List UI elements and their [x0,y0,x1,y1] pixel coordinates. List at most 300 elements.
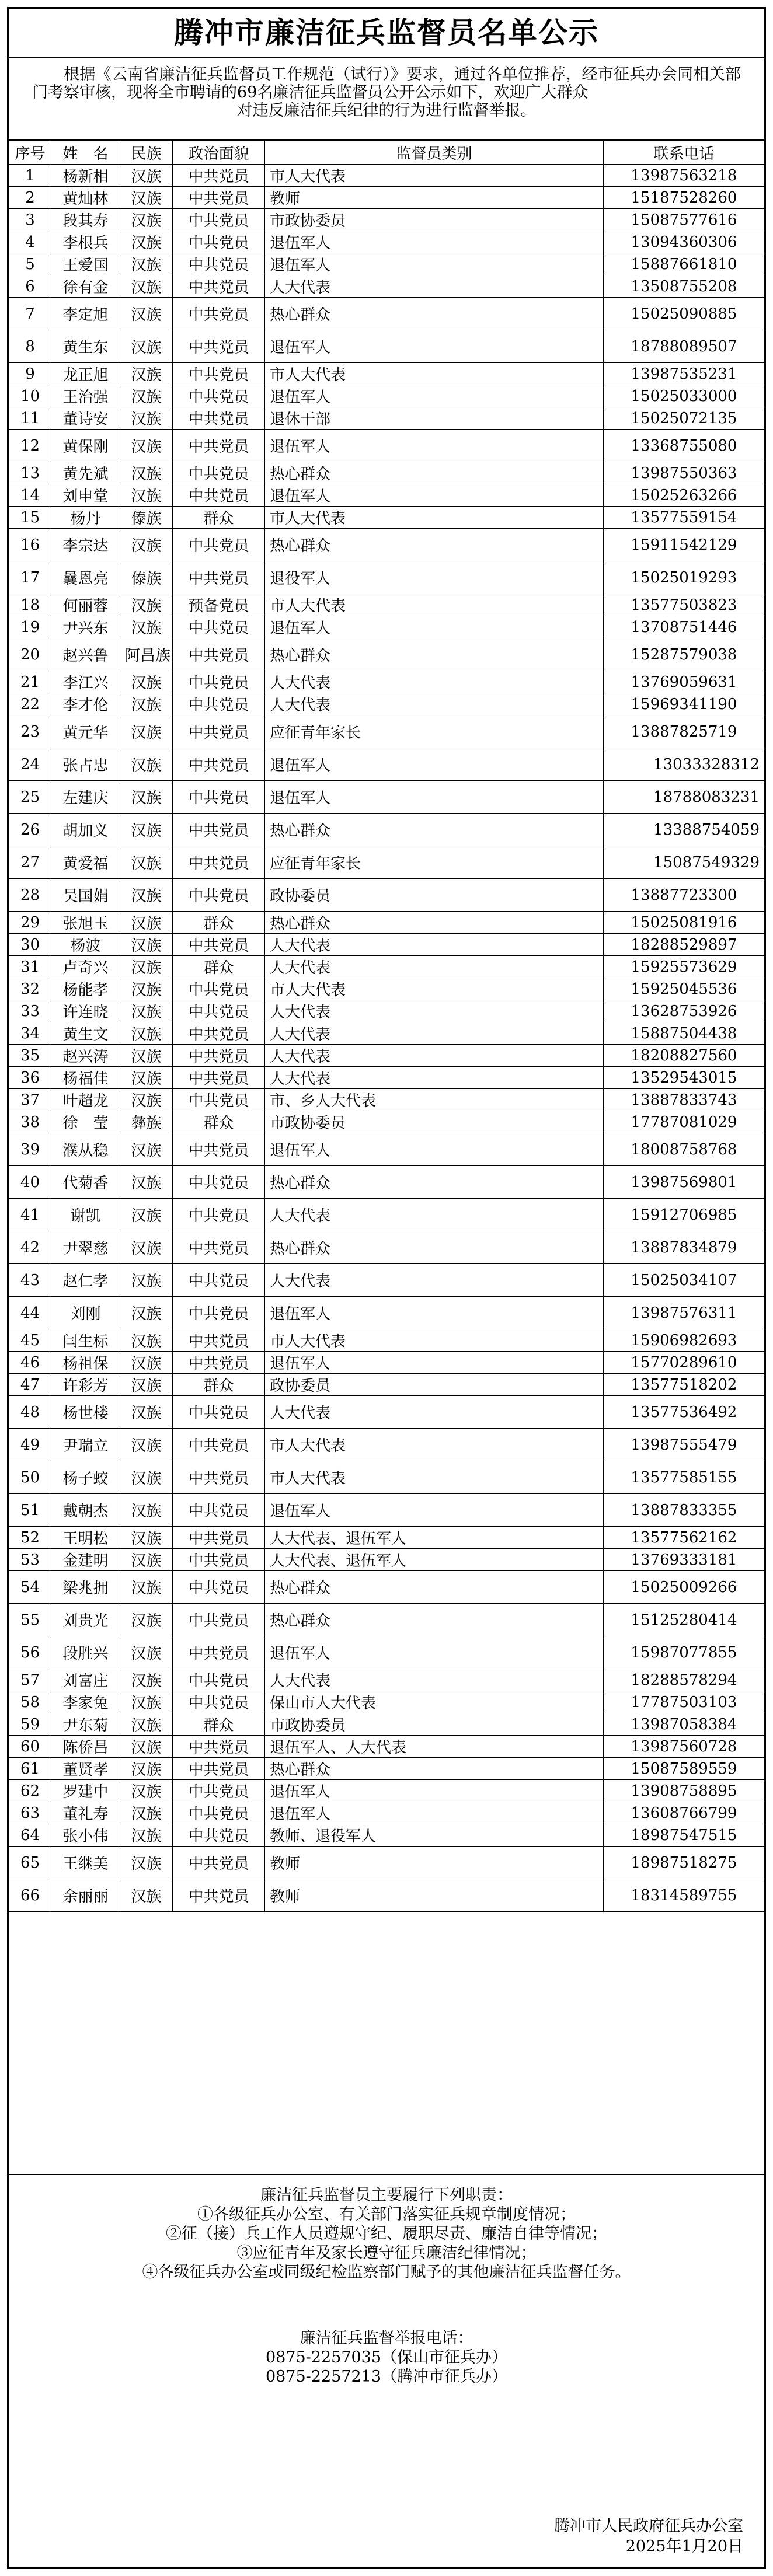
cell-political-status: 中共党员 [173,671,265,693]
cell-name: 刘刚 [51,1297,120,1329]
cell-phone: 15911542129 [604,529,765,561]
cell-category: 市人大代表 [265,978,604,1000]
cell-name: 杨祖保 [51,1352,120,1374]
cell-phone: 13887834879 [604,1231,765,1264]
header-index: 序号 [9,141,51,165]
cell-category: 热心群众 [265,1758,604,1780]
cell-category: 热心群众 [265,462,604,484]
cell-name: 许彩芳 [51,1374,120,1396]
cell-index: 3 [9,209,51,231]
cell-political-status: 中共党员 [173,1780,265,1802]
cell-ethnicity: 汉族 [120,1802,173,1824]
cell-ethnicity: 汉族 [120,616,173,638]
cell-phone: 13769333181 [604,1549,765,1571]
cell-ethnicity: 汉族 [120,1297,173,1329]
cell-political-status: 中共党员 [173,1396,265,1429]
cell-name: 卢奇兴 [51,956,120,978]
cell-index: 10 [9,385,51,407]
cell-name: 濮从稳 [51,1133,120,1166]
table-row [9,165,765,187]
cell-name: 许连晓 [51,1000,120,1022]
cell-category: 热心群众 [265,1166,604,1199]
cell-political-status: 群众 [173,1374,265,1396]
cell-name: 王治强 [51,385,120,407]
cell-name: 杨波 [51,934,120,956]
cell-index: 51 [9,1494,51,1527]
cell-category: 市人大代表 [265,507,604,529]
cell-political-status: 中共党员 [173,1022,265,1045]
table-row [9,1264,765,1297]
cell-category: 应征青年家长 [265,846,604,879]
header-ethnicity: 民族 [120,141,173,165]
cell-category: 人大代表 [265,693,604,715]
cell-political-status: 中共党员 [173,748,265,781]
cell-political-status: 群众 [173,956,265,978]
cell-phone: 15887504438 [604,1022,765,1045]
cell-name: 赵兴涛 [51,1045,120,1067]
cell-category: 热心群众 [265,814,604,846]
cell-index: 61 [9,1758,51,1780]
cell-index: 6 [9,275,51,298]
cell-ethnicity: 汉族 [120,1133,173,1166]
table-row [9,814,765,846]
cell-category: 退伍军人 [265,1352,604,1374]
cell-political-status: 中共党员 [173,1067,265,1089]
cell-phone: 15987077855 [604,1636,765,1669]
cell-phone: 15087549329 [604,846,765,879]
cell-political-status: 中共党员 [173,1691,265,1713]
table-row [9,1736,765,1758]
cell-name: 叶超龙 [51,1089,120,1111]
cell-index: 9 [9,363,51,385]
cell-name: 尹瑞立 [51,1429,120,1461]
cell-name: 李根兵 [51,231,120,253]
cell-political-status: 中共党员 [173,1429,265,1461]
cell-index: 23 [9,715,51,748]
cell-name: 曩恩亮 [51,561,120,594]
cell-phone: 13987058384 [604,1713,765,1736]
table-row [9,671,765,693]
cell-index: 19 [9,616,51,638]
cell-ethnicity: 汉族 [120,715,173,748]
cell-political-status: 中共党员 [173,1461,265,1494]
cell-category: 保山市人大代表 [265,1691,604,1713]
cell-index: 66 [9,1879,51,1912]
cell-ethnicity: 傣族 [120,561,173,594]
cell-ethnicity: 汉族 [120,693,173,715]
cell-name: 黄生东 [51,330,120,363]
cell-ethnicity: 汉族 [120,529,173,561]
cell-index: 59 [9,1713,51,1736]
cell-political-status: 中共党员 [173,529,265,561]
table-row [9,298,765,330]
cell-phone: 15087589559 [604,1758,765,1780]
cell-category: 人大代表 [265,1000,604,1022]
cell-name: 代菊香 [51,1166,120,1199]
cell-phone: 13577536492 [604,1396,765,1429]
cell-ethnicity: 汉族 [120,430,173,462]
cell-ethnicity: 汉族 [120,407,173,430]
cell-index: 45 [9,1329,51,1352]
cell-phone: 15025009266 [604,1571,765,1604]
cell-ethnicity: 汉族 [120,1847,173,1879]
cell-category: 退伍军人 [265,330,604,363]
cell-index: 62 [9,1780,51,1802]
cell-political-status: 中共党员 [173,1571,265,1604]
cell-category: 市人大代表 [265,165,604,187]
cell-index: 58 [9,1691,51,1713]
cell-ethnicity: 汉族 [120,1604,173,1636]
table-row [9,407,765,430]
cell-political-status: 中共党员 [173,209,265,231]
cell-ethnicity: 汉族 [120,1879,173,1912]
cell-name: 金建明 [51,1549,120,1571]
cell-phone: 13508755208 [604,275,765,298]
cell-index: 4 [9,231,51,253]
cell-index: 54 [9,1571,51,1604]
cell-political-status: 中共党员 [173,430,265,462]
cell-political-status: 中共党员 [173,638,265,671]
cell-index: 24 [9,748,51,781]
cell-phone: 15025033000 [604,385,765,407]
cell-category: 市人大代表 [265,594,604,616]
cell-ethnicity: 汉族 [120,594,173,616]
cell-phone: 13608766799 [604,1802,765,1824]
cell-political-status: 中共党员 [173,1000,265,1022]
cell-political-status: 中共党员 [173,1824,265,1847]
cell-name: 尹兴东 [51,616,120,638]
cell-name: 刘贵光 [51,1604,120,1636]
cell-phone: 15770289610 [604,1352,765,1374]
table-row [9,462,765,484]
cell-index: 16 [9,529,51,561]
cell-ethnicity: 汉族 [120,1089,173,1111]
cell-ethnicity: 汉族 [120,1429,173,1461]
cell-name: 王继美 [51,1847,120,1879]
cell-name: 杨福佳 [51,1067,120,1089]
cell-index: 18 [9,594,51,616]
cell-index: 42 [9,1231,51,1264]
cell-phone: 13908758895 [604,1780,765,1802]
cell-ethnicity: 汉族 [120,253,173,275]
cell-ethnicity: 汉族 [120,385,173,407]
cell-index: 7 [9,298,51,330]
table-row [9,1067,765,1089]
cell-ethnicity: 汉族 [120,187,173,209]
cell-ethnicity: 傣族 [120,507,173,529]
cell-ethnicity: 汉族 [120,165,173,187]
cell-phone: 15087577616 [604,209,765,231]
cell-political-status: 中共党员 [173,846,265,879]
cell-category: 市人大代表 [265,1329,604,1352]
cell-index: 27 [9,846,51,879]
cell-name: 董诗安 [51,407,120,430]
cell-phone: 15025081916 [604,912,765,934]
cell-ethnicity: 汉族 [120,846,173,879]
cell-category: 教师 [265,1879,604,1912]
cell-category: 人大代表、退伍军人 [265,1527,604,1549]
cell-phone: 13987576311 [604,1297,765,1329]
cell-category: 退伍军人 [265,616,604,638]
cell-category: 市政协委员 [265,1111,604,1133]
cell-name: 李江兴 [51,671,120,693]
cell-name: 杨能孝 [51,978,120,1000]
table-row [9,1374,765,1396]
table-row [9,1199,765,1231]
table-row [9,715,765,748]
cell-category: 热心群众 [265,912,604,934]
cell-index: 11 [9,407,51,430]
table-row [9,330,765,363]
table-row [9,1691,765,1713]
cell-name: 陈侨昌 [51,1736,120,1758]
duty-item: ④各级征兵办公室或同级纪检监察部门赋予的其他廉洁征兵监督任务。 [142,2263,631,2281]
cell-category: 人大代表、退伍军人 [265,1549,604,1571]
cell-name: 赵兴鲁 [51,638,120,671]
cell-index: 32 [9,978,51,1000]
cell-ethnicity: 汉族 [120,1231,173,1264]
table-row [9,956,765,978]
cell-phone: 13987550363 [604,462,765,484]
cell-index: 44 [9,1297,51,1329]
table-row [9,1297,765,1329]
table-row [9,385,765,407]
table-row [9,1396,765,1429]
cell-phone: 13887825719 [604,715,765,748]
cell-index: 30 [9,934,51,956]
cell-ethnicity: 汉族 [120,1824,173,1847]
cell-ethnicity: 汉族 [120,978,173,1000]
cell-index: 36 [9,1067,51,1089]
cell-political-status: 中共党员 [173,814,265,846]
cell-index: 12 [9,430,51,462]
table-row [9,879,765,912]
table-row [9,1133,765,1166]
duty-item: ②征（接）兵工作人员遵规守纪、履职尽责、廉洁自律等情况； [166,2225,607,2243]
cell-index: 33 [9,1000,51,1022]
table-row [9,1549,765,1571]
cell-ethnicity: 汉族 [120,1374,173,1396]
cell-category: 退伍军人 [265,1133,604,1166]
cell-political-status: 中共党员 [173,253,265,275]
cell-political-status: 中共党员 [173,330,265,363]
cell-ethnicity: 汉族 [120,209,173,231]
cell-ethnicity: 汉族 [120,1713,173,1736]
cell-ethnicity: 汉族 [120,912,173,934]
table-row [9,846,765,879]
cell-political-status: 中共党员 [173,1045,265,1067]
cell-category: 教师 [265,1847,604,1879]
cell-ethnicity: 汉族 [120,814,173,846]
cell-ethnicity: 汉族 [120,1022,173,1045]
cell-ethnicity: 汉族 [120,956,173,978]
cell-index: 21 [9,671,51,693]
cell-index: 40 [9,1166,51,1199]
cell-index: 64 [9,1824,51,1847]
cell-phone: 15025072135 [604,407,765,430]
cell-index: 5 [9,253,51,275]
cell-index: 14 [9,484,51,507]
cell-name: 谢凯 [51,1199,120,1231]
cell-political-status: 中共党员 [173,1604,265,1636]
report-phone: 0875-2257035（保山市征兵办） [265,2348,508,2366]
cell-political-status: 中共党员 [173,1802,265,1824]
cell-ethnicity: 汉族 [120,275,173,298]
cell-name: 吴国娟 [51,879,120,912]
cell-name: 黄灿林 [51,187,120,209]
table-row [9,231,765,253]
cell-political-status: 中共党员 [173,1199,265,1231]
page-title: 腾冲市廉洁征兵监督员名单公示 [9,9,764,58]
cell-ethnicity: 彝族 [120,1111,173,1133]
cell-phone: 13987563218 [604,165,765,187]
cell-ethnicity: 汉族 [120,1691,173,1713]
table-row [9,1604,765,1636]
cell-political-status: 中共党员 [173,462,265,484]
cell-phone: 13887723300 [604,879,765,912]
cell-name: 黄保刚 [51,430,120,462]
cell-category: 退伍军人、人大代表 [265,1736,604,1758]
cell-name: 何丽蓉 [51,594,120,616]
cell-name: 刘富庄 [51,1669,120,1691]
cell-name: 黄爱福 [51,846,120,879]
cell-category: 退伍军人 [265,1802,604,1824]
cell-category: 人大代表 [265,1067,604,1089]
cell-phone: 13577562162 [604,1527,765,1549]
duties-block [9,2186,764,2282]
table-row [9,1713,765,1736]
table-row [9,1802,765,1824]
cell-phone: 18288529897 [604,934,765,956]
cell-name: 胡加义 [51,814,120,846]
cell-ethnicity: 汉族 [120,330,173,363]
cell-political-status: 中共党员 [173,1636,265,1669]
table-row [9,1669,765,1691]
cell-political-status: 预备党员 [173,594,265,616]
cell-political-status: 中共党员 [173,879,265,912]
cell-ethnicity: 汉族 [120,671,173,693]
cell-category: 人大代表 [265,1199,604,1231]
cell-political-status: 中共党员 [173,187,265,209]
cell-ethnicity: 汉族 [120,1461,173,1494]
cell-ethnicity: 汉族 [120,748,173,781]
cell-name: 罗建中 [51,1780,120,1802]
cell-phone: 13529543015 [604,1067,765,1089]
cell-index: 34 [9,1022,51,1045]
cell-name: 张旭玉 [51,912,120,934]
cell-name: 戴朝杰 [51,1494,120,1527]
table-row [9,253,765,275]
cell-index: 25 [9,781,51,814]
cell-political-status: 中共党员 [173,1758,265,1780]
cell-ethnicity: 汉族 [120,1166,173,1199]
cell-category: 人大代表 [265,1045,604,1067]
cell-index: 2 [9,187,51,209]
cell-category: 市人大代表 [265,1429,604,1461]
cell-category: 热心群众 [265,298,604,330]
table-row [9,748,765,781]
cell-phone: 13577518202 [604,1374,765,1396]
cell-ethnicity: 汉族 [120,1329,173,1352]
table-row [9,1329,765,1352]
cell-phone: 18987518275 [604,1847,765,1879]
cell-political-status: 中共党员 [173,978,265,1000]
header-category: 监督员类别 [265,141,604,165]
cell-category: 退伍军人 [265,253,604,275]
cell-political-status: 中共党员 [173,715,265,748]
cell-phone: 13887833743 [604,1089,765,1111]
cell-name: 段其寿 [51,209,120,231]
cell-phone: 13388754059 [604,814,765,846]
cell-name: 徐 莹 [51,1111,120,1133]
table-row [9,529,765,561]
cell-ethnicity: 汉族 [120,879,173,912]
cell-category: 退伍军人 [265,231,604,253]
header-phone: 联系电话 [604,141,765,165]
cell-ethnicity: 汉族 [120,1396,173,1429]
cell-political-status: 群众 [173,912,265,934]
cell-name: 余丽丽 [51,1879,120,1912]
cell-political-status: 中共党员 [173,781,265,814]
cell-ethnicity: 汉族 [120,298,173,330]
cell-name: 张占忠 [51,748,120,781]
table-row [9,978,765,1000]
cell-phone: 13769059631 [604,671,765,693]
cell-ethnicity: 汉族 [120,1669,173,1691]
cell-index: 50 [9,1461,51,1494]
cell-name: 黄先斌 [51,462,120,484]
cell-category: 人大代表 [265,934,604,956]
cell-index: 39 [9,1133,51,1166]
table-row [9,561,765,594]
cell-name: 杨丹 [51,507,120,529]
cell-index: 52 [9,1527,51,1549]
cell-phone: 15287579038 [604,638,765,671]
table-row [9,1089,765,1111]
cell-index: 56 [9,1636,51,1669]
cell-name: 黄生文 [51,1022,120,1045]
cell-ethnicity: 汉族 [120,1780,173,1802]
table-row [9,693,765,715]
cell-ethnicity: 汉族 [120,1736,173,1758]
cell-phone: 18208827560 [604,1045,765,1067]
cell-ethnicity: 汉族 [120,1549,173,1571]
cell-phone: 13987555479 [604,1429,765,1461]
cell-phone: 18788089507 [604,330,765,363]
table-row [9,430,765,462]
table-row [9,934,765,956]
duty-item: ①各级征兵办公室、有关部门落实征兵规章制度情况； [197,2205,576,2224]
cell-political-status: 中共党员 [173,484,265,507]
cell-category: 退伍军人 [265,430,604,462]
cell-ethnicity: 汉族 [120,781,173,814]
cell-ethnicity: 汉族 [120,1199,173,1231]
report-phone: 0875-2257213（腾冲市征兵办） [265,2368,508,2386]
cell-category: 市政协委员 [265,209,604,231]
cell-index: 29 [9,912,51,934]
cell-category: 退伍军人 [265,1780,604,1802]
cell-phone: 15025034107 [604,1264,765,1297]
cell-phone: 15187528260 [604,187,765,209]
table-row [9,1780,765,1802]
cell-phone: 15925573629 [604,956,765,978]
cell-political-status: 中共党员 [173,1231,265,1264]
cell-index: 47 [9,1374,51,1396]
cell-ethnicity: 汉族 [120,1571,173,1604]
cell-political-status: 中共党员 [173,1297,265,1329]
cell-category: 退伍军人 [265,748,604,781]
cell-phone: 15025090885 [604,298,765,330]
